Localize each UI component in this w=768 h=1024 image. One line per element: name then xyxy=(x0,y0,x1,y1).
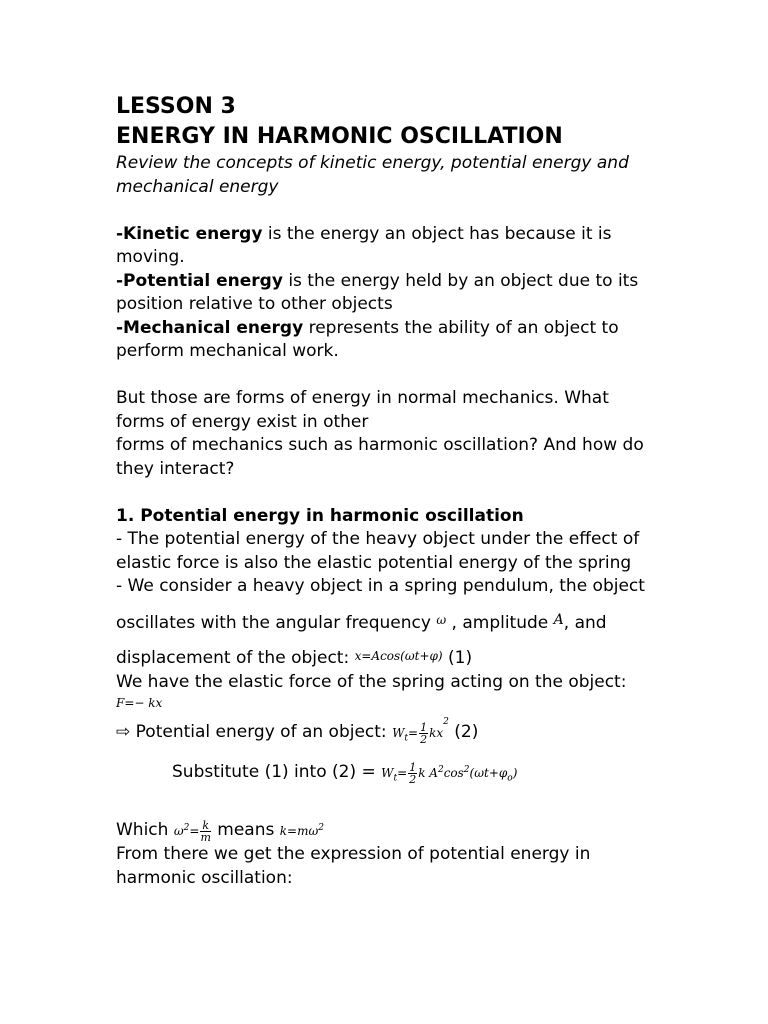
definition-kinetic: -Kinetic energy is the energy an object has because it is moving. xyxy=(116,223,612,267)
omega-symbol: ω xyxy=(436,612,447,627)
oscillation-line: oscillates with the angular frequency $^\omega$ , amplitude $^A$, and xyxy=(116,611,607,633)
force-line: We have the elastic force of the spring acting on the object: xyxy=(116,671,627,692)
definition-potential: -Potential energy is the energy held by an object due to its position relative to other objects xyxy=(116,270,639,314)
lesson-title: ENERGY IN HARMONIC OSCILLATION xyxy=(116,124,563,149)
intro-paragraph-1: But those are forms of energy in normal mechanics. What forms of energy exist in other xyxy=(116,388,609,432)
document-page xyxy=(116,92,656,890)
intro-paragraph-2: forms of mechanics such as harmonic oscillation? And how do they interact? xyxy=(116,435,644,479)
bullet-spring-pendulum: - We consider a heavy object in a spring pendulum, the object xyxy=(116,576,645,596)
potential-energy-line: ⇨ Potential energy of an object: $W_t=$ $\frac{1}{2}$ $kx^2$ (2) xyxy=(116,717,479,746)
force-equation: F=− kx xyxy=(116,696,163,710)
lesson-number: LESSON 3 xyxy=(116,94,236,119)
amplitude-symbol: A xyxy=(553,611,564,628)
which-line: Which $\omega^2=$ $\frac{k}{m}$ means $k=m\omega^2$ xyxy=(116,818,324,844)
displacement-equation: x=Acos(ωt+φ) xyxy=(354,649,443,663)
omega-squared-equation: $\omega^2=$ $\frac{k}{m}$ xyxy=(173,818,211,844)
lesson-subtitle: Review the concepts of kinetic energy, potential energy and mechanical energy xyxy=(116,153,629,197)
bullet-elastic-energy: - The potential energy of the heavy object under the effect of elastic force is also the elastic potential energy of the spring xyxy=(116,529,640,573)
k-equation: $k=m\omega^2$ xyxy=(279,822,324,838)
section-heading: 1. Potential energy in harmonic oscillation xyxy=(116,505,524,526)
displacement-line: displacement of the object: x=Acos(ωt+φ) (1) xyxy=(116,648,473,668)
substituted-equation: $W_t=$ $\frac{1}{2}$ k $A^2\cos^2(\omega t+\varphi_o)$ xyxy=(381,760,518,786)
definition-mechanical: -Mechanical energy represents the ability of an object to perform mechanical work. xyxy=(116,317,619,361)
conclusion-text: From there we get the expression of potential energy in harmonic oscillation: xyxy=(116,844,591,888)
substitution-line: Substitute (1) into $(2) = W_t=$ $\frac{1}{2}$ k $A^2\cos^2(\omega t+\varphi_o)$ xyxy=(172,760,518,786)
potential-energy-equation: $W_t=$ $\frac{1}{2}$ $kx^2$ xyxy=(392,717,449,746)
